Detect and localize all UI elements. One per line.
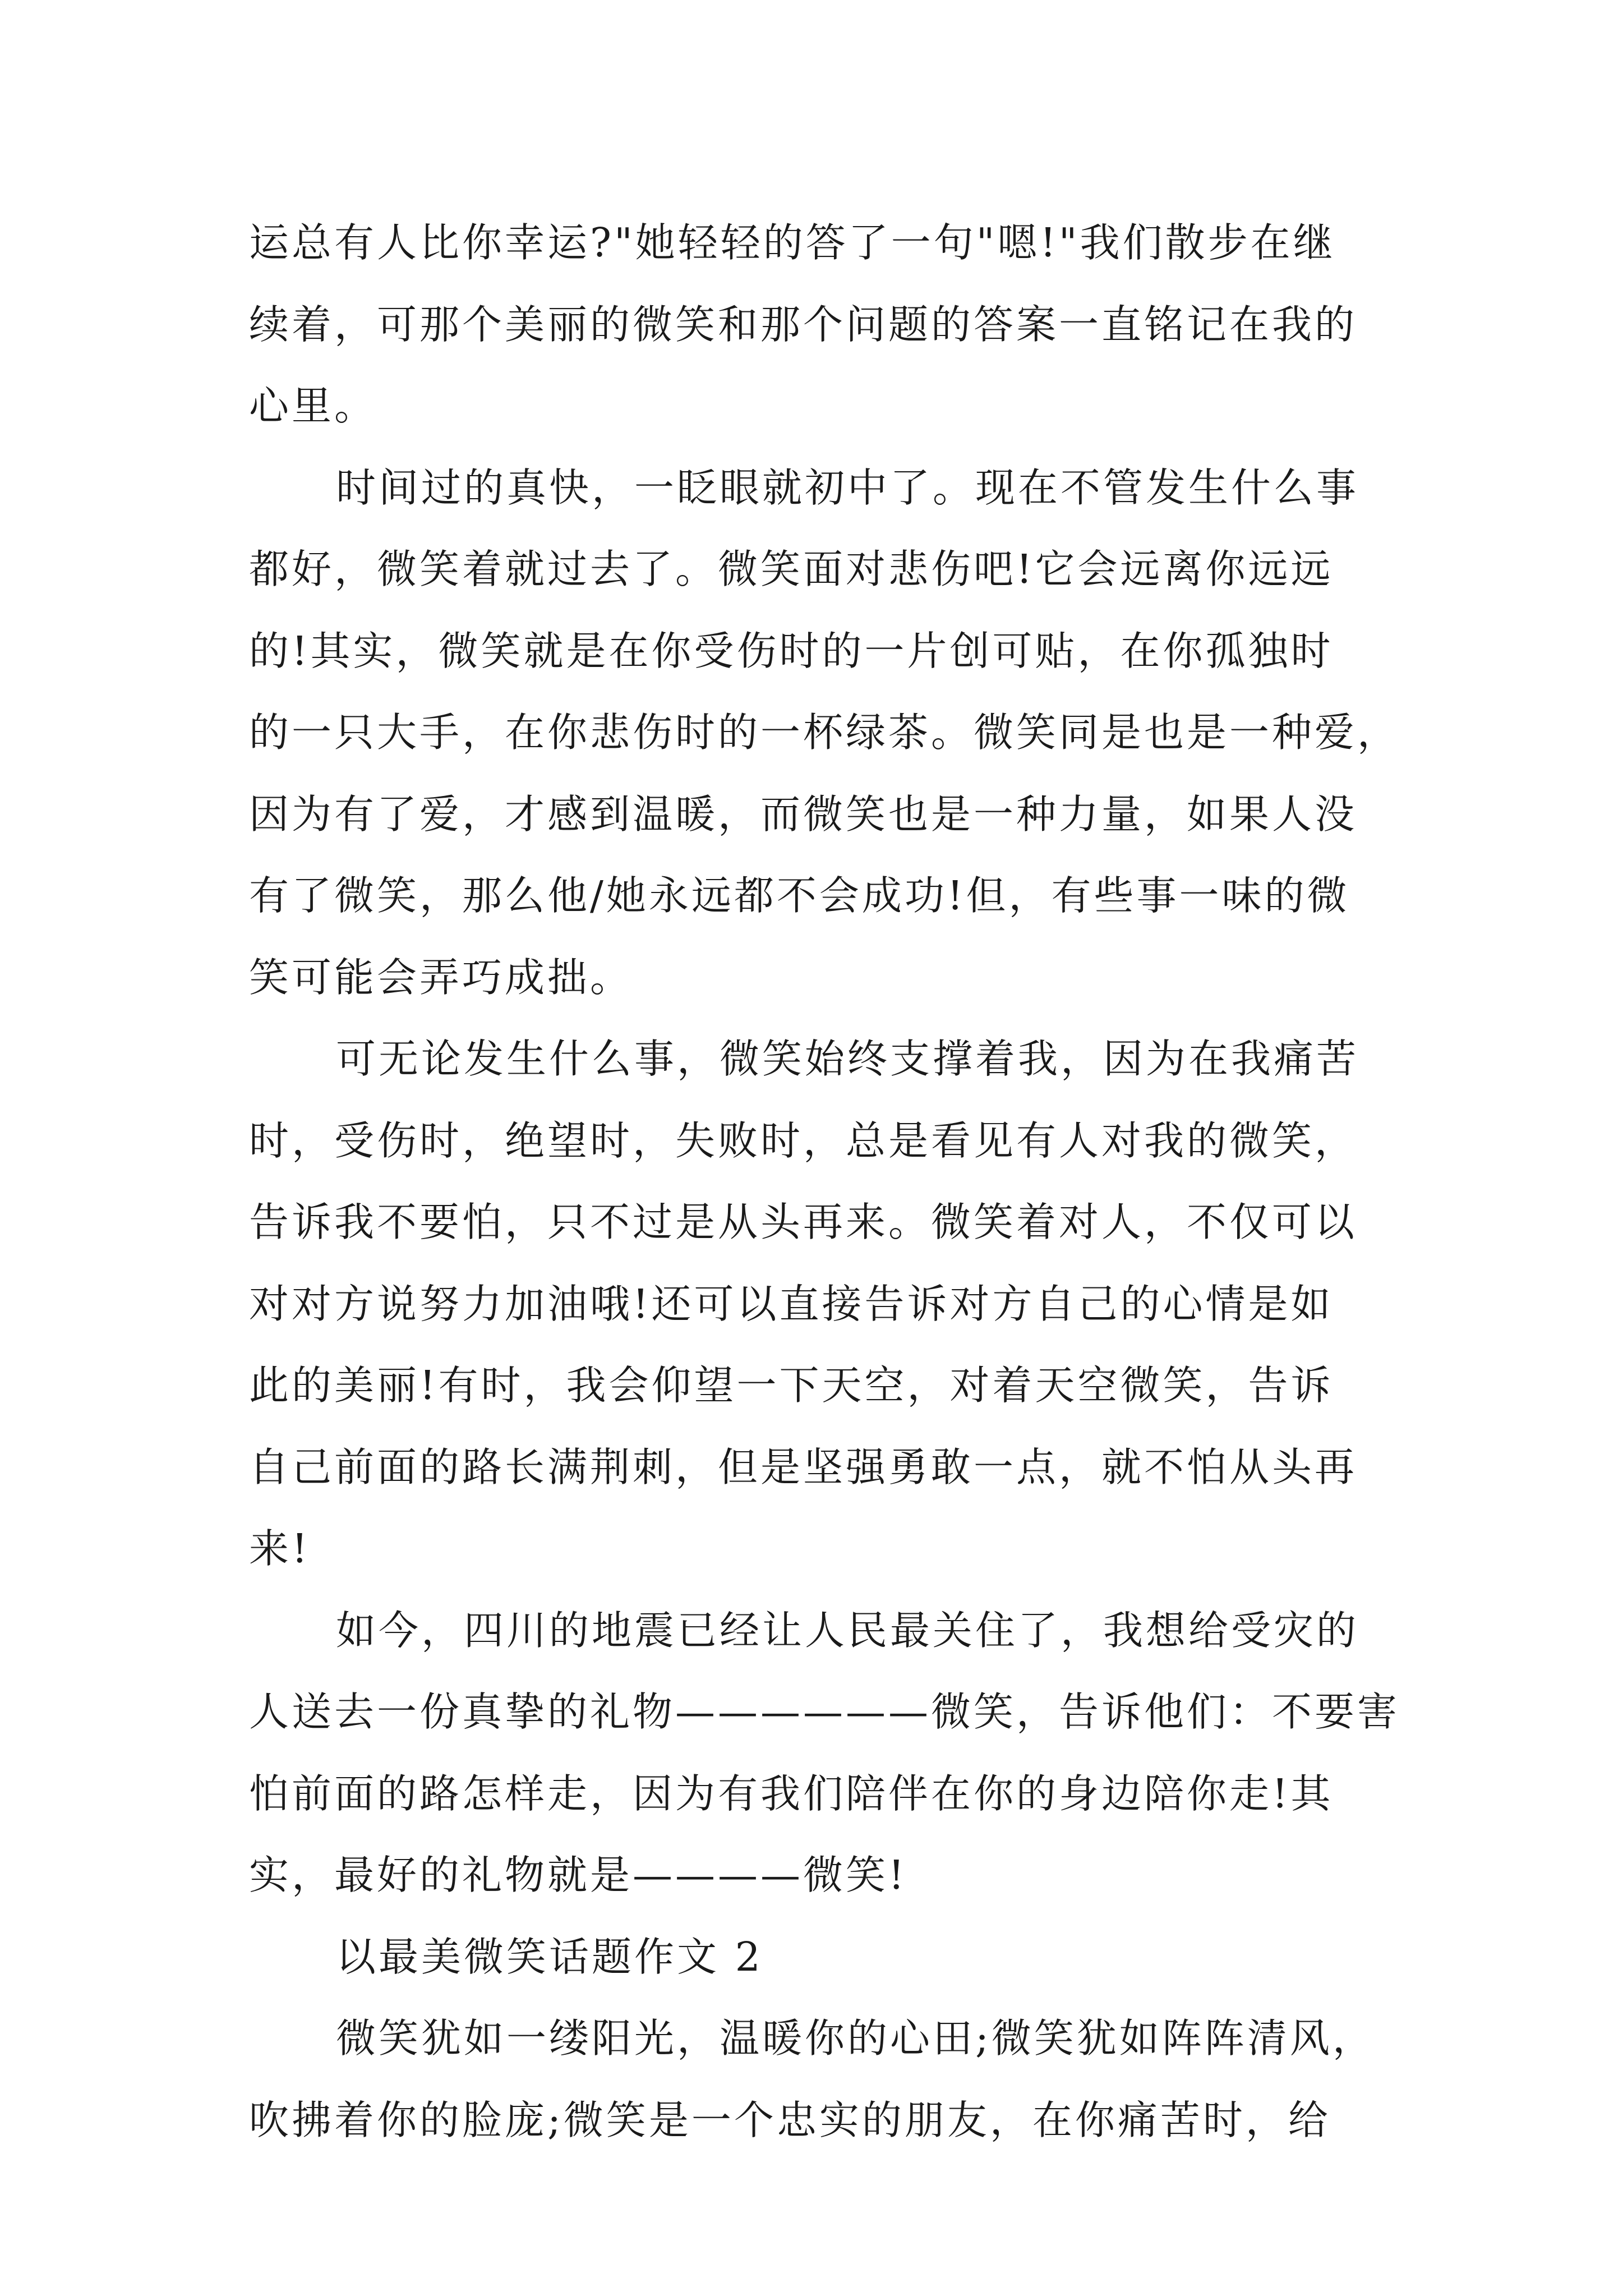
text-line: 来!	[249, 1525, 311, 1572]
text-line: 实，最好的礼物就是————微笑!	[249, 1852, 907, 1898]
paragraph-first-line: 时间过的真快，一眨眼就初中了。现在不管发生什么事	[336, 464, 1359, 511]
text-line: 吹拂着你的脸庞;微笑是一个忠实的朋友，在你痛苦时，给	[249, 2096, 1331, 2143]
text-line: 怕前面的路怎样走，因为有我们陪伴在你的身边陪你走!其	[249, 1770, 1334, 1817]
paragraph-first-line: 可无论发生什么事，微笑始终支撑着我，因为在我痛苦	[336, 1036, 1359, 1082]
text-line: 人送去一份真挚的礼物——————微笑，告诉他们：不要害	[249, 1688, 1400, 1735]
text-line: 时，受伤时，绝望时，失败时，总是看见有人对我的微笑，	[249, 1117, 1358, 1164]
text-line: 自己前面的路长满荆刺，但是坚强勇敢一点，就不怕从头再	[249, 1443, 1358, 1490]
paragraph-first-line: 微笑犹如一缕阳光，温暖你的心田;微笑犹如阵阵清风，	[336, 2015, 1375, 2062]
text-line: 的一只大手，在你悲伤时的一杯绿茶。微笑同是也是一种爱，	[249, 709, 1400, 756]
text-line: 告诉我不要怕，只不过是从头再来。微笑着对人，不仅可以	[249, 1199, 1358, 1245]
text-line: 有了微笑，那么他/她永远都不会成功!但，有些事一味的微	[249, 872, 1350, 919]
text-line: 的!其实，微笑就是在你受伤时的一片创可贴，在你孤独时	[249, 627, 1334, 674]
text-line: 心里。	[249, 383, 377, 429]
text-line: 都好，微笑着就过去了。微笑面对悲伤吧!它会远离你远远	[249, 546, 1334, 592]
text-line: 对对方说努力加油哦!还可以直接告诉对方自己的心情是如	[249, 1280, 1334, 1327]
section-heading: 以最美微笑话题作文 2	[336, 1933, 763, 1980]
text-line: 因为有了爱，才感到温暖，而微笑也是一种力量，如果人没	[249, 790, 1358, 838]
text-line: 续着，可那个美丽的微笑和那个问题的答案一直铭记在我的	[249, 301, 1358, 348]
text-line: 运总有人比你幸运?"她轻轻的答了一句"嗯!"我们散步在继	[249, 219, 1336, 266]
document-body	[249, 202, 1400, 2161]
paragraph-first-line: 如今，四川的地震已经让人民最关住了，我想给受灾的	[336, 1607, 1359, 1654]
text-line: 此的美丽!有时，我会仰望一下天空，对着天空微笑，告诉	[249, 1362, 1334, 1409]
text-line: 笑可能会弄巧成拙。	[249, 954, 633, 1001]
